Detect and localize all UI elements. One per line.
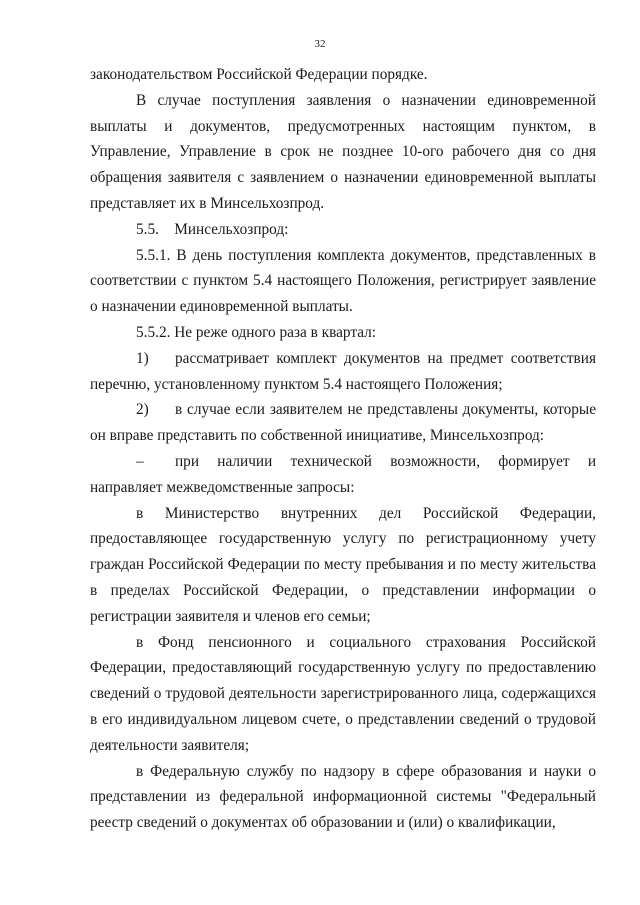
paragraph-continuation: законодательством Российской Федерации порядке. <box>90 66 428 83</box>
list-marker: 2) <box>136 401 149 419</box>
list-item-dash <box>90 449 596 501</box>
list-item-1 <box>90 346 596 398</box>
paragraph-education-service: в Федеральную службу по надзору в сфере образования и науки о представлении из федеральной информационной системы "Федеральный реестр сведений о документах об образовании и (или) о квалификации, <box>90 762 596 832</box>
paragraph-section-5-5-1: 5.5.1. В день поступления комплекта документов, представленных в соответствии с пунктом 5.4 настоящего Положения, регистрирует заявление о назначении единовременной выплаты. <box>90 246 596 316</box>
page-number: 32 <box>314 38 326 50</box>
paragraph-ministry-internal-affairs: в Министерство внутренних дел Российской Федерации, предоставляющее государственную услугу по регистрационному учету граждан Российской Федерации по месту пребывания и по месту жительства в пределах Российской Федерации, о представлении информации о регистрации заявителя и членов его семьи; <box>90 504 596 625</box>
list-marker: – <box>136 452 144 470</box>
list-item-text: при наличии технической возможности, формирует и направляет межведомственные запросы: <box>90 452 596 496</box>
list-item-text: в случае если заявителем не представлены документы, которые он вправе представить по собственной инициативе, Минсельхозпрод: <box>90 401 596 445</box>
paragraph-section-5-5: 5.5. Минсельхозпрод: <box>136 220 289 238</box>
paragraph-pension-fund: в Фонд пенсионного и социального страхования Российской Федерации, предоставляющий государственную услугу по предоставлению сведений о трудовой деятельности зарегистрированного лица, содержащихся в его индивидуальном лицевом счете, о представлении сведений о трудовой деятельности заявителя; <box>90 633 596 754</box>
list-item-text: рассматривает комплект документов на предмет соответствия перечню, установленному пунктом 5.4 настоящего Положения; <box>90 349 596 393</box>
document-body <box>90 62 596 836</box>
list-item-2 <box>90 397 596 449</box>
paragraph-section-5-5-2: 5.5.2. Не реже одного раза в квартал: <box>136 323 377 341</box>
list-marker: 1) <box>136 349 149 367</box>
paragraph-application-submission: В случае поступления заявления о назначении единовременной выплаты и документов, предусмотренных настоящим пунктом, в Управление, Управление в срок не позднее 10-ого рабочего дня со дня обращения заявителя с заявлением о назначении единовременной выплаты представляет их в Минсельхозпрод. <box>90 91 596 212</box>
